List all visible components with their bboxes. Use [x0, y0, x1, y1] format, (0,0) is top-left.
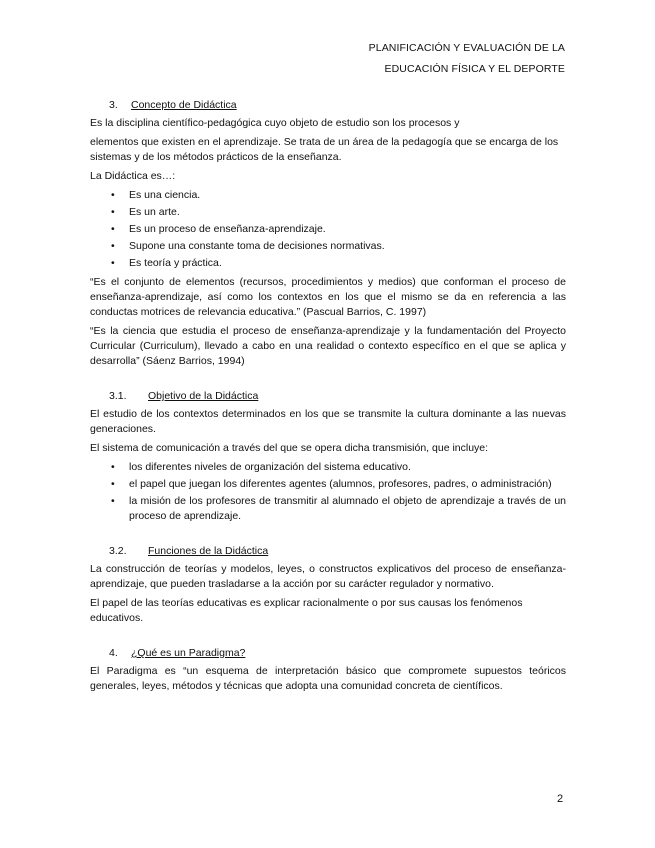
section-4-heading — [90, 646, 566, 661]
list-item: • Es un arte. — [111, 206, 180, 218]
list-item: • Es teoría y práctica. — [111, 257, 222, 269]
list-item: • Es un proceso de enseñanza-aprendizaje. — [111, 223, 326, 235]
paragraph: El estudio de los contextos determinados en los que se transmite la cultura dominante a las nuevas generaciones. — [90, 408, 566, 435]
section-title: Concepto de Didáctica — [131, 99, 237, 111]
section-title: ¿Qué es un Paradigma? — [131, 647, 246, 659]
bullet-icon: • — [111, 240, 115, 252]
header-line-2: EDUCACIÓN FÍSICA Y EL DEPORTE — [384, 63, 565, 75]
bullet-icon: • — [111, 189, 115, 201]
bullet-icon: • — [111, 257, 115, 269]
paragraph: Es la disciplina científico-pedagógica cuyo objeto de estudio son los procesos y — [90, 117, 460, 129]
header-line-1: PLANIFICACIÓN Y EVALUACIÓN DE LA — [368, 42, 565, 54]
section-title: Funciones de la Didáctica — [148, 545, 269, 557]
bullet-icon: • — [111, 478, 115, 490]
bullet-icon: • — [111, 495, 115, 507]
page-number: 2 — [557, 793, 564, 805]
bullet-icon: • — [111, 461, 115, 473]
bullet-icon: • — [111, 206, 115, 218]
paragraph: El Paradigma es “un esquema de interpretación básico que compromete supuestos teóricos generales, leyes, métodos y técnicas que adopta una comunidad concreta de científicos. — [90, 665, 566, 692]
section-3-2-heading — [90, 544, 566, 559]
bullet-list — [90, 188, 566, 271]
list-item: • Supone una constante toma de decisiones normativas. — [111, 240, 385, 252]
section-number: 3.2. — [109, 545, 127, 557]
list-item: • la misión de los profesores de transmitir al alumnado el objeto de aprendizaje a través de un proceso de aprendizaje. — [111, 495, 566, 522]
section-number: 3. — [109, 99, 118, 111]
section-3-1-heading — [90, 389, 566, 404]
paragraph: El sistema de comunicación a través del que se opera dicha transmisión, que incluye: — [90, 442, 489, 454]
bullet-list — [90, 460, 566, 524]
paragraph: La construcción de teorías y modelos, leyes, o constructos explicativos del proceso de enseñanza- aprendizaje, que pueden trasladarse a la acción por su carácter regulador y normativo. — [90, 563, 566, 590]
paragraph: La Didáctica es…: — [90, 170, 176, 182]
section-3-heading — [90, 98, 566, 113]
list-item: • el papel que juegan los diferentes agentes (alumnos, profesores, padres, o administración) — [111, 478, 552, 490]
quote-paragraph: “Es la ciencia que estudia el proceso de enseñanza-aprendizaje y la fundamentación del Proyecto Curricular (Curriculum), llevado a cabo en una realidad o contexto específico en el que se aplica y desarrolla” (Sáenz Barrios, 1994) — [90, 325, 566, 367]
page-header — [369, 38, 565, 80]
list-item: • los diferentes niveles de organización del sistema educativo. — [111, 461, 411, 473]
section-number: 3.1. — [109, 390, 127, 402]
list-item: • Es una ciencia. — [111, 189, 201, 201]
page-content — [90, 98, 566, 698]
section-title: Objetivo de la Didáctica — [148, 390, 259, 402]
paragraph: elementos que existen en el aprendizaje. Se trata de un área de la pedagogía que se encarga de los sistemas y de los métodos prácticos de la enseñanza. — [90, 136, 559, 163]
section-number: 4. — [109, 647, 118, 659]
bullet-icon: • — [111, 223, 115, 235]
quote-paragraph: “Es el conjunto de elementos (recursos, procedimientos y medios) que conforman el proceso de enseñanza-aprendizaje, así como los contextos en los que el mismo se da en referencia a las conductas motrices de relevancia educativa.” (Pascual Barrios, C. 1997) — [90, 276, 566, 318]
paragraph: El papel de las teorías educativas es explicar racionalmente o por sus causas los fenómenos educativos. — [90, 597, 523, 624]
